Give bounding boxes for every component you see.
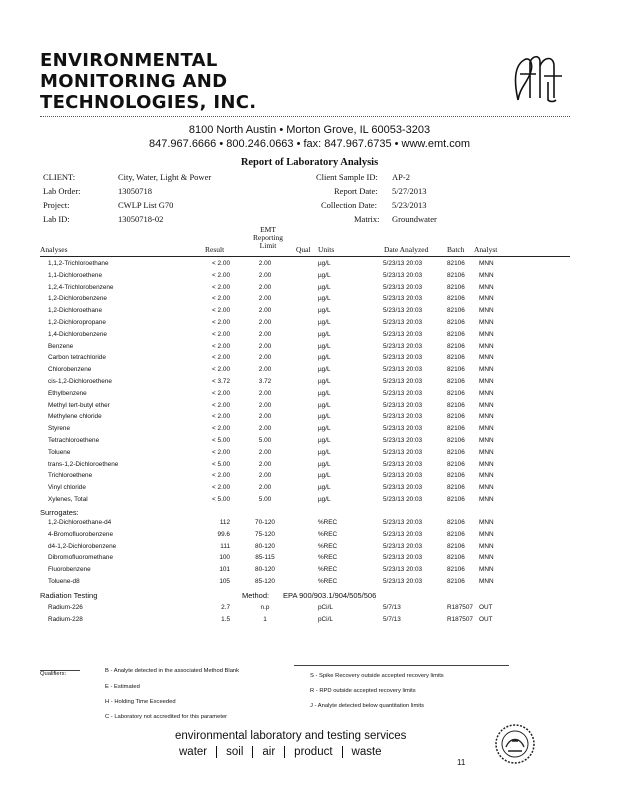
- analyte-name: Styrene: [48, 425, 71, 433]
- analyte-name: d4-1,2-Dichlorobenzene: [48, 542, 117, 550]
- reporting-limit: 5.00: [258, 437, 272, 444]
- result-value: 1.5: [221, 615, 230, 623]
- table-row: [0, 470, 619, 482]
- reporting-limit: 2.00: [258, 295, 272, 303]
- date-analyzed: 5/23/13 20:03: [383, 496, 423, 503]
- analyst: MNN: [479, 496, 494, 503]
- analyst: MNN: [479, 437, 494, 444]
- table-row: [0, 282, 619, 294]
- analyst: MNN: [479, 283, 494, 291]
- batch: 82106: [447, 542, 465, 550]
- units: pCi/L: [318, 615, 333, 623]
- date-analyzed: 5/23/13 20:03: [383, 413, 423, 421]
- reporting-limit: 2.00: [258, 283, 272, 291]
- units: µg/L: [318, 354, 331, 362]
- reporting-limit: 1: [263, 615, 267, 623]
- table-row: [0, 258, 619, 270]
- report-title: Report of Laboratory Analysis: [240, 157, 379, 168]
- table-row: [0, 423, 619, 435]
- reporting-limit: 2.00: [258, 366, 272, 374]
- analyte-name: Fluorobenzene: [48, 566, 91, 574]
- reporting-limit: 2.00: [258, 484, 272, 492]
- analyte-name: Benzene: [48, 342, 74, 350]
- date-analyzed: 5/23/13 20:03: [383, 472, 423, 480]
- result-value: < 2.00: [212, 271, 230, 279]
- analyte-name: 4-Bromofluorobenzene: [48, 530, 114, 538]
- batch: 82106: [447, 295, 465, 303]
- date-analyzed: 5/23/13 20:03: [383, 437, 423, 444]
- analyte-name: Carbon tetrachloride: [48, 354, 106, 362]
- table-row: [0, 376, 619, 388]
- result-value: 100: [219, 554, 230, 562]
- units: %REC: [318, 566, 338, 574]
- batch: 82106: [447, 366, 465, 374]
- units: %REC: [318, 542, 338, 550]
- analyst: MNN: [479, 271, 494, 279]
- result-value: < 5.00: [212, 460, 230, 468]
- date-analyzed: 5/23/13 20:03: [383, 519, 423, 526]
- batch: 82106: [447, 496, 465, 503]
- batch: 82106: [447, 437, 465, 444]
- result-value: 99.6: [217, 530, 230, 538]
- analyte-name: Toluene-d8: [48, 578, 80, 585]
- batch: 82106: [447, 425, 465, 433]
- reporting-limit: n.p: [260, 604, 270, 611]
- reporting-limit: 2.00: [258, 472, 272, 480]
- table-row: [0, 341, 619, 353]
- table-row: [0, 447, 619, 459]
- result-value: < 2.00: [212, 484, 230, 492]
- collection-date-label: Collection Date:: [321, 200, 377, 210]
- analyte-name: Vinyl chloride: [48, 484, 86, 492]
- service-water: water: [179, 746, 208, 758]
- analyst: MNN: [479, 448, 494, 456]
- analyst: MNN: [479, 566, 494, 574]
- method-label: Method:: [242, 591, 270, 600]
- batch: 82106: [447, 378, 465, 385]
- date-analyzed: 5/23/13 20:03: [383, 530, 423, 538]
- result-value: < 2.00: [212, 283, 230, 291]
- reporting-limit: 2.00: [258, 389, 272, 397]
- analyst: MNN: [479, 307, 494, 315]
- units: µg/L: [318, 484, 331, 492]
- sample-id-value: AP-2: [392, 172, 410, 182]
- date-analyzed: 5/23/13 20:03: [383, 448, 423, 456]
- table-row: [0, 564, 619, 576]
- analyst: MNN: [479, 366, 494, 374]
- analyte-name: 1,2-Dichloroethane: [48, 307, 102, 315]
- table-row: [0, 293, 619, 305]
- analyte-name: Xylenes, Total: [48, 496, 88, 503]
- batch: 82106: [447, 271, 465, 279]
- analyte-name: Methyl tert-butyl ether: [48, 401, 110, 409]
- units: µg/L: [318, 295, 331, 303]
- emt-logo-icon: [510, 52, 565, 104]
- analyte-name: Tetrachloroethene: [48, 437, 100, 444]
- analyst: OUT: [479, 604, 493, 611]
- table-row: [0, 517, 619, 529]
- analyte-name: Ethylbenzene: [48, 389, 87, 397]
- reporting-limit: 2.00: [258, 271, 272, 279]
- batch: 82106: [447, 307, 465, 315]
- table-row: [0, 614, 619, 626]
- result-value: < 2.00: [212, 425, 230, 433]
- analyst: MNN: [479, 530, 494, 538]
- batch: R187507: [447, 615, 473, 623]
- analyst: MNN: [479, 319, 494, 326]
- col-analyst: Analyst: [474, 245, 498, 254]
- date-analyzed: 5/23/13 20:03: [383, 319, 423, 326]
- analyte-name: Toluene: [48, 448, 71, 456]
- date-analyzed: 5/23/13 20:03: [383, 260, 423, 267]
- table-row: [0, 329, 619, 341]
- units: µg/L: [318, 330, 331, 338]
- reporting-limit: 2.00: [258, 413, 272, 421]
- table-row: [0, 317, 619, 329]
- batch: 82106: [447, 472, 465, 480]
- col-limit: Limit: [259, 241, 277, 250]
- batch: 82106: [447, 578, 465, 585]
- analyst: OUT: [479, 615, 493, 623]
- service-product: product: [284, 746, 341, 758]
- units: µg/L: [318, 425, 331, 433]
- reporting-limit: 80-120: [255, 566, 275, 574]
- page-number: 11: [457, 758, 466, 767]
- units: µg/L: [318, 437, 331, 444]
- table-row: [0, 602, 619, 614]
- reporting-limit: 2.00: [258, 319, 272, 326]
- analyst: MNN: [479, 425, 494, 433]
- date-analyzed: 5/23/13 20:03: [383, 271, 423, 279]
- reporting-limit: 85-115: [255, 554, 275, 562]
- batch: 82106: [447, 283, 465, 291]
- lab-id-value: 13050718-02: [118, 214, 164, 224]
- result-value: 112: [219, 519, 230, 526]
- analyst: MNN: [479, 401, 494, 409]
- reporting-limit: 2.00: [258, 342, 272, 350]
- analyte-name: Methylene chloride: [48, 413, 102, 421]
- units: µg/L: [318, 448, 331, 456]
- batch: 82106: [447, 342, 465, 350]
- table-row: [0, 400, 619, 412]
- reporting-limit: 85-120: [255, 578, 275, 585]
- date-analyzed: 5/23/13 20:03: [383, 389, 423, 397]
- units: µg/L: [318, 307, 331, 315]
- company-name-line3: TECHNOLOGIES, INC.: [40, 92, 257, 113]
- date-analyzed: 5/23/13 20:03: [383, 295, 423, 303]
- analyst: MNN: [479, 389, 494, 397]
- date-analyzed: 5/23/13 20:03: [383, 460, 423, 468]
- service-list: [170, 746, 391, 758]
- batch: 82106: [447, 519, 465, 526]
- table-row: [0, 529, 619, 541]
- qualifier-b: B - Analyte detected in the associated Method Blank: [105, 668, 240, 674]
- table-row: [0, 435, 619, 447]
- qualifier-c: C - Laboratory not accredited for this parameter: [105, 714, 228, 720]
- units: µg/L: [318, 319, 331, 326]
- service-soil: soil: [216, 746, 252, 758]
- units: %REC: [318, 530, 338, 538]
- reporting-limit: 3.72: [258, 378, 272, 385]
- analyte-name: 1,2-Dichloropropane: [48, 319, 106, 326]
- qualifier-j: J - Analyte detected below quantitation limits: [310, 703, 425, 709]
- service-waste: waste: [342, 746, 391, 758]
- units: %REC: [318, 519, 338, 526]
- units: µg/L: [318, 472, 331, 480]
- date-analyzed: 5/23/13 20:03: [383, 401, 423, 409]
- result-value: < 2.00: [212, 342, 230, 350]
- result-value: 2.7: [221, 604, 230, 611]
- table-row: [0, 411, 619, 423]
- date-analyzed: 5/23/13 20:03: [383, 366, 423, 374]
- reporting-limit: 70-120: [255, 519, 275, 526]
- table-row: [0, 305, 619, 317]
- lab-id-label: Lab ID:: [43, 214, 70, 224]
- table-row: [0, 541, 619, 553]
- col-analyses: Analyses: [40, 245, 68, 254]
- date-analyzed: 5/23/13 20:03: [383, 554, 423, 562]
- table-row: [0, 576, 619, 588]
- company-address: 8100 North Austin • Morton Grove, IL 60053-3203: [188, 124, 431, 136]
- units: µg/L: [318, 271, 331, 279]
- result-value: < 2.00: [212, 260, 230, 267]
- analyst: MNN: [479, 413, 494, 421]
- units: µg/L: [318, 496, 331, 503]
- reporting-limit: 2.00: [258, 401, 272, 409]
- batch: 82106: [447, 260, 465, 267]
- units: µg/L: [318, 460, 331, 468]
- report-date-label: Report Date:: [334, 186, 378, 196]
- analyst: MNN: [479, 460, 494, 468]
- table-row: [0, 270, 619, 282]
- analyst: MNN: [479, 342, 494, 350]
- company-name: [40, 50, 256, 113]
- matrix-value: Groundwater: [392, 214, 437, 224]
- analyst: MNN: [479, 542, 494, 550]
- batch: 82106: [447, 566, 465, 574]
- analyst: MNN: [479, 554, 494, 562]
- analyst: MNN: [479, 295, 494, 303]
- company-contact: 847.967.6666 • 800.246.0663 • fax: 847.967.6735 • www.emt.com: [149, 138, 470, 150]
- analyte-name: 1,1,2-Trichloroethane: [48, 260, 109, 267]
- units: µg/L: [318, 389, 331, 397]
- result-value: 105: [219, 578, 230, 585]
- qualifier-r: R - RPD outside accepted recovery limits: [310, 688, 416, 694]
- units: µg/L: [318, 283, 331, 291]
- analyst: MNN: [479, 330, 494, 338]
- result-value: < 2.00: [212, 366, 230, 374]
- collection-date-value: 5/23/2013: [392, 200, 427, 210]
- project-value: CWLP List G70: [118, 200, 174, 210]
- result-value: 111: [220, 542, 230, 550]
- batch: 82106: [447, 554, 465, 562]
- reporting-limit: 75-120: [255, 530, 275, 538]
- units: µg/L: [318, 413, 331, 421]
- reporting-limit: 2.00: [258, 460, 272, 468]
- company-name-line2: MONITORING AND: [40, 71, 228, 92]
- analyst: MNN: [479, 578, 494, 585]
- analyte-name: 1,2,4-Trichlorobenzene: [48, 283, 114, 291]
- col-emt: EMT: [260, 225, 276, 234]
- col-reporting: Reporting: [253, 233, 283, 242]
- result-value: < 2.00: [212, 401, 230, 409]
- result-value: < 3.72: [212, 378, 230, 385]
- result-value: < 2.00: [212, 413, 230, 421]
- batch: 82106: [447, 354, 465, 362]
- date-analyzed: 5/23/13 20:03: [383, 542, 423, 550]
- analyst: MNN: [479, 378, 494, 385]
- analyst: MNN: [479, 260, 494, 267]
- analyte-name: Chlorobenzene: [48, 366, 92, 374]
- date-analyzed: 5/23/13 20:03: [383, 342, 423, 350]
- batch: 82106: [447, 460, 465, 468]
- result-value: < 2.00: [212, 307, 230, 315]
- col-limit-header: [252, 226, 284, 250]
- date-analyzed: 5/23/13 20:03: [383, 354, 423, 362]
- analyte-name: 1,2-Dichlorobenzene: [48, 295, 107, 303]
- date-analyzed: 5/23/13 20:03: [383, 378, 423, 385]
- company-name-line1: ENVIRONMENTAL: [40, 50, 218, 71]
- result-value: < 2.00: [212, 472, 230, 480]
- table-row: [0, 352, 619, 364]
- reporting-limit: 2.00: [258, 260, 272, 267]
- date-analyzed: 5/7/13: [383, 615, 401, 623]
- batch: 82106: [447, 401, 465, 409]
- date-analyzed: 5/23/13 20:03: [383, 425, 423, 433]
- units: µg/L: [318, 342, 331, 350]
- date-analyzed: 5/23/13 20:03: [383, 283, 423, 291]
- matrix-label: Matrix:: [354, 214, 380, 224]
- batch: R187507: [447, 604, 473, 611]
- lab-order-label: Lab Order:: [43, 186, 81, 196]
- surrogates-label: Surrogates:: [40, 508, 79, 517]
- table-row: [0, 482, 619, 494]
- client-value: City, Water, Light & Power: [118, 172, 212, 182]
- units: %REC: [318, 554, 338, 562]
- col-units: Units: [318, 245, 335, 254]
- date-analyzed: 5/23/13 20:03: [383, 330, 423, 338]
- analyst: MNN: [479, 519, 494, 526]
- analyte-name: Dibromofluoromethane: [48, 554, 114, 562]
- reporting-limit: 80-120: [255, 542, 275, 550]
- table-row: [0, 459, 619, 471]
- table-row: [0, 494, 619, 506]
- reporting-limit: 2.00: [258, 425, 272, 433]
- batch: 82106: [447, 330, 465, 338]
- col-date-analyzed: Date Analyzed: [384, 245, 429, 254]
- analyst: MNN: [479, 484, 494, 492]
- analyte-name: trans-1,2-Dichloroethene: [48, 460, 119, 468]
- qualifier-e: E - Estimated: [105, 684, 140, 690]
- table-row: [0, 552, 619, 564]
- analyte-name: 1,4-Dichlorobenzene: [48, 330, 107, 338]
- result-value: < 2.00: [212, 330, 230, 338]
- result-value: < 5.00: [212, 496, 230, 503]
- date-analyzed: 5/23/13 20:03: [383, 566, 423, 574]
- qualifiers-label: Qualifiers:: [40, 671, 67, 677]
- reporting-limit: 2.00: [258, 448, 272, 456]
- analyte-name: cis-1,2-Dichloroethene: [48, 378, 112, 385]
- reporting-limit: 2.00: [258, 330, 272, 338]
- accreditation-seal-icon: [494, 723, 536, 765]
- units: pCi/L: [318, 604, 333, 611]
- batch: 82106: [447, 413, 465, 421]
- result-value: < 2.00: [212, 295, 230, 303]
- units: µg/L: [318, 401, 331, 409]
- qualifier-s: S - Spike Recovery outside accepted recovery limits: [310, 673, 444, 679]
- analyte-name: Radium-228: [48, 615, 83, 623]
- analyst: MNN: [479, 354, 494, 362]
- reporting-limit: 2.00: [258, 354, 272, 362]
- qualifier-h: H - Holding Time Exceeded: [105, 699, 176, 705]
- col-result: Result: [205, 245, 225, 254]
- batch: 82106: [447, 484, 465, 492]
- result-value: 101: [219, 566, 230, 574]
- date-analyzed: 5/7/13: [383, 604, 401, 611]
- table-row: [0, 388, 619, 400]
- batch: 82106: [447, 319, 465, 326]
- result-value: < 2.00: [212, 448, 230, 456]
- reporting-limit: 2.00: [258, 307, 272, 315]
- result-value: < 2.00: [212, 354, 230, 362]
- date-analyzed: 5/23/13 20:03: [383, 307, 423, 315]
- col-batch: Batch: [447, 245, 465, 254]
- batch: 82106: [447, 448, 465, 456]
- tagline: environmental laboratory and testing services: [175, 730, 407, 742]
- result-value: < 5.00: [212, 437, 230, 444]
- date-analyzed: 5/23/13 20:03: [383, 578, 423, 585]
- report-date-value: 5/27/2013: [392, 186, 427, 196]
- units: µg/L: [318, 366, 331, 374]
- sample-id-label: Client Sample ID:: [316, 172, 378, 182]
- result-value: < 2.00: [212, 389, 230, 397]
- analyte-name: Trichloroethene: [48, 472, 93, 480]
- analyte-name: 1,2-Dichloroethane-d4: [48, 519, 112, 526]
- radiation-label: Radiation Testing: [40, 591, 98, 600]
- date-analyzed: 5/23/13 20:03: [383, 484, 423, 492]
- analyst: MNN: [479, 472, 494, 480]
- units: %REC: [318, 578, 338, 585]
- project-label: Project:: [43, 200, 70, 210]
- table-row: [0, 364, 619, 376]
- batch: 82106: [447, 389, 465, 397]
- client-label: CLIENT:: [43, 172, 76, 182]
- service-air: air: [252, 746, 284, 758]
- analyte-name: 1,1-Dichloroethene: [48, 271, 102, 279]
- lab-order-value: 13050718: [118, 186, 152, 196]
- reporting-limit: 5.00: [258, 496, 272, 503]
- analyte-name: Radium-226: [48, 604, 83, 611]
- units: µg/L: [318, 378, 331, 385]
- batch: 82106: [447, 530, 465, 538]
- units: µg/L: [318, 260, 331, 267]
- col-qual: Qual: [296, 245, 311, 254]
- result-value: < 2.00: [212, 319, 230, 326]
- method-value: EPA 900/903.1/904/505/506: [283, 591, 377, 600]
